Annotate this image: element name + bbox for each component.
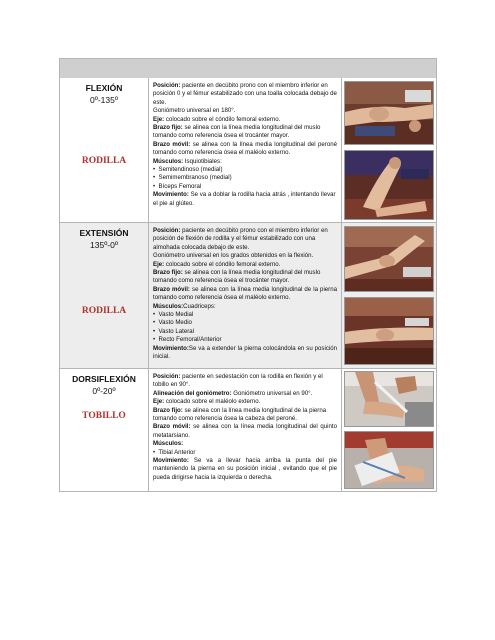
table-row-dorsiflexion <box>60 369 436 491</box>
brazo-fijo-label: Brazo fijo: <box>153 124 183 132</box>
muscle-item: • Bíceps Femoral <box>153 182 202 190</box>
description-cell <box>149 223 342 368</box>
brazo-movil-text: se alinea con la línea media longitudinal del peroné tomando como referencia ósea el maléolo externo. <box>153 140 337 157</box>
movimiento-label: Movimiento: <box>153 191 189 199</box>
table-row-extension <box>60 223 436 369</box>
eje-text: colocado sobre el cóndilo femoral externo. <box>164 260 281 268</box>
ankle-dorsiflexion-photo-start <box>344 371 434 427</box>
movement-cell <box>60 369 149 491</box>
photo-cell <box>342 369 436 491</box>
movimiento-label: Movimiento: <box>153 344 189 352</box>
knee-extension-photo-start <box>344 226 434 292</box>
photo-cell <box>342 78 436 222</box>
joint-label: TOBILLO <box>82 411 126 421</box>
eje-label: Eje: <box>153 115 165 123</box>
posicion-label: Posición: <box>153 227 181 234</box>
brazo-fijo-text: se alinea con la línea media longitudinal de la pierna tomando como referencia ósea la cabeza del peroné. <box>153 406 327 423</box>
movement-name: EXTENSIÓN <box>79 228 129 238</box>
brazo-movil-text: se alinea con la línea media longitudinal del quinto metatarsiano. <box>153 423 337 439</box>
muscle-item: • Tibial Anterior <box>153 448 196 456</box>
brazo-movil-label: Brazo móvil: <box>153 285 190 293</box>
brazo-fijo-text: se alinea con la línea media longitudinal del muslo tomando como referencia ósea el trocánter mayor. <box>153 124 321 140</box>
posicion-text: paciente en decúbito prono con el miembro inferior en posición 0 y el fémur estabilizado con una toalla colocada debajo de este. <box>153 82 337 106</box>
muscle-item: • Vasto Lateral <box>153 327 194 335</box>
musculos-intro: Cuadriceps: <box>183 302 216 310</box>
brazo-fijo-label: Brazo fijo: <box>153 406 183 414</box>
movimiento-text: Se va a llevar hacia arriba la punta del pie manteniendo la pierna en su posición inicial , evitando que el pie pueda dirigirse hacia la izquierda o derecha. <box>153 457 337 481</box>
musculos-label: Músculos: <box>153 302 184 310</box>
posicion-label: Posición: <box>153 373 181 380</box>
joint-label: RODILLA <box>81 306 127 316</box>
goniometry-table <box>59 58 437 492</box>
brazo-movil-text: se alinea con la línea media longitudinal de la pierna tomando como referencia ósea el maléolo externo. <box>153 285 337 302</box>
brazo-movil-label: Brazo móvil: <box>153 423 191 431</box>
eje-label: Eje: <box>153 260 165 268</box>
alineacion-text: Goniómetro universal en 90°. <box>231 389 313 397</box>
movement-cell <box>60 223 149 368</box>
posicion-label: Posición: <box>153 82 181 89</box>
photo-cell <box>342 223 436 368</box>
muscle-item: • Semimembranoso (medial) <box>153 174 232 182</box>
eje-label: Eje: <box>153 398 165 406</box>
alineacion-label: Alineación del goniómetro: <box>153 389 232 397</box>
ankle-dorsiflexion-photo-end <box>344 431 434 489</box>
musculos-intro: Isquiotibiales: <box>183 157 222 165</box>
movimiento-text: Se va a doblar la rodilla hacia atrás , intentando llevar el pie al glúteo. <box>153 191 336 207</box>
movement-cell <box>60 78 149 222</box>
eje-text: colocado sobre el maléolo externo. <box>164 398 261 406</box>
muscle-item: • Vasto Medio <box>153 319 192 327</box>
brazo-movil-label: Brazo móvil: <box>153 140 191 148</box>
musculos-label: Músculos: <box>153 157 184 165</box>
movement-range: 0º-20º <box>92 386 116 396</box>
description-cell <box>149 78 342 222</box>
muscle-item: • Vasto Medial <box>153 311 194 319</box>
movement-range: 0º-135º <box>90 95 118 105</box>
movimiento-label: Movimiento: <box>153 457 189 465</box>
muscle-item: • Recto Femoral/Anterior <box>153 336 222 344</box>
knee-flexion-photo-end <box>344 150 434 220</box>
goniometro-text: Goniómetro universal en los grados obtenidos en la flexión. <box>153 252 314 260</box>
brazo-fijo-label: Brazo fijo: <box>153 269 183 277</box>
movement-name: DORSIFLEXIÓN <box>72 374 136 384</box>
posicion-text: paciente en decúbito prono con el miembro inferior en posición de flexión de rodilla y el fémur estabilizado con una almohada colocada debajo de este. <box>153 227 328 251</box>
musculos-label: Músculos: <box>153 440 184 448</box>
knee-extension-photo-end <box>344 297 434 365</box>
table-row-flexion <box>60 78 436 223</box>
description-cell <box>149 369 342 491</box>
table-header <box>60 59 436 79</box>
movement-range: 135º-0º <box>90 240 118 250</box>
brazo-fijo-text: se alinea con la línea media longitudinal del muslo tomando como referencia ósea el trocánter mayor. <box>153 269 321 285</box>
posicion-text: paciente en sedestación con la rodilla en flexión y el tobillo en 90°. <box>153 373 323 389</box>
goniometro-text: Goniómetro universal en 180°. <box>153 107 236 115</box>
knee-flexion-photo-start <box>344 81 434 145</box>
muscle-item: • Semitendinoso (medial) <box>153 166 223 174</box>
movement-name: FLEXIÓN <box>85 83 123 93</box>
joint-label: RODILLA <box>81 156 127 166</box>
movimiento-text: Se va a extender la pierna colocándola en su posición inicial. <box>153 344 337 361</box>
eje-text: colocado sobre el cóndilo femoral externo. <box>164 115 281 123</box>
